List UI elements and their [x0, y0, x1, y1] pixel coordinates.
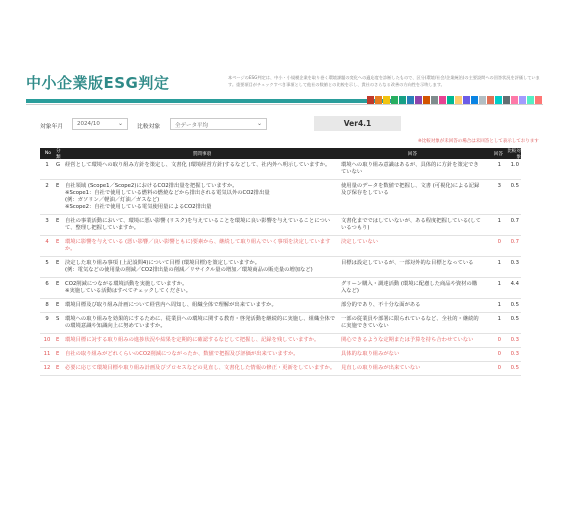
row-compare: 0.5	[510, 302, 519, 308]
row-question: 環境への取り組みを効果的にするために、従業員への環境に関する教育・啓発活動を継続的に実施し、組織全体での環境意識や知識向上に努めていますか。	[65, 316, 336, 329]
table-row	[40, 313, 521, 334]
row-compare: 4.4	[510, 281, 519, 287]
row-score: 1	[497, 260, 501, 266]
header-question: 質問事項	[192, 151, 212, 157]
chevron-down-icon: ⌄	[256, 120, 262, 127]
row-category: E	[56, 260, 60, 266]
row-category: S	[56, 316, 60, 322]
table-header	[40, 148, 521, 159]
row-answer: 見直しの取り組みが出来ていない	[341, 365, 421, 371]
row-answer: 使用量のデータを数値で把握し、文書 (可視化)による記録及び保存をしている	[341, 183, 480, 196]
table-row	[40, 362, 521, 376]
row-compare: 0.7	[510, 218, 519, 224]
table-body	[40, 159, 521, 376]
row-answer: 具体的な取り組みがない	[341, 351, 400, 357]
row-score: 0	[497, 351, 501, 357]
row-score: 1	[497, 162, 501, 168]
table-row	[40, 299, 521, 313]
table-row	[40, 236, 521, 257]
table-row	[40, 180, 521, 215]
row-category: E	[56, 351, 60, 357]
row-question: 自社領域 (Scope1／Scope2)におけるCO2排出量を把握していますか。 ※Scope1：自社で使用している燃料の燃焼などから排出される電気以外のCO2排出量 (例：ガソリン／軽油／灯油／ガスなど) ※Scope2：自社で使用している電気使用量によるCO2排出量	[65, 183, 270, 210]
year-filter-label: 対象年月	[40, 124, 64, 130]
row-question: 環境目標及び取り組み計画について経営内へ周知し、組織全体で理解が出来ていますか。	[65, 302, 277, 308]
row-number: 12	[43, 365, 51, 371]
row-answer: 環境への取り組み意識はあるが、具体的に方針を策定できていない	[341, 162, 479, 175]
row-number: 5	[45, 260, 49, 266]
header-category: 分類	[56, 148, 61, 160]
row-question: CO2削減につながる環境活動を実施していますか。 ※実施している活動はすべてチェックしてください。	[65, 281, 192, 294]
year-filter-value: 2024/10	[77, 121, 100, 127]
row-number: 11	[43, 351, 51, 357]
row-score: 0	[497, 337, 501, 343]
row-compare: 0.3	[510, 337, 519, 343]
row-answer: 目標は設定しているが、一部対外的な目標となっている	[341, 260, 474, 266]
row-number: 2	[45, 183, 49, 189]
compare-filter-select[interactable]	[170, 118, 267, 130]
row-question: 必要に応じて環境目標や取り組み計画及びプロセスなどの見直し、文書化した情報の修正・更新をしていますか。	[65, 365, 336, 371]
table-row	[40, 278, 521, 299]
row-compare: 0.5	[510, 365, 519, 371]
header-divider	[26, 104, 543, 105]
header-compare: 比較対象	[507, 148, 521, 160]
row-answer: 文書化までではしていないが、ある程度把握している(しているつもり)	[341, 218, 481, 231]
row-score: 0	[497, 365, 501, 371]
row-question: 環境に影響を与えている (悪い影響／良い影響ともに)要素から、継続して取り組んでいく事項を決定していますか。	[65, 239, 331, 252]
year-filter-select[interactable]	[72, 118, 128, 130]
row-category: E	[56, 365, 60, 371]
row-category: E	[56, 239, 60, 245]
row-score: 1	[497, 316, 501, 322]
row-compare: 1.0	[510, 162, 519, 168]
row-compare: 0.3	[510, 351, 519, 357]
row-category: E	[56, 302, 60, 308]
row-number: 3	[45, 218, 49, 224]
row-score: 1	[497, 281, 501, 287]
row-answer: 決定していない	[341, 239, 379, 245]
row-question: 自社の取り組みがどれくらいのCO2削減につながったか、数値で把握及び評価が出来ていますか。	[65, 351, 299, 357]
table-row	[40, 334, 521, 348]
table-row	[40, 159, 521, 180]
row-answer: 関心できるような定期または予算を持ち合わせていない	[341, 337, 474, 343]
compare-filter-value: 全データ平均	[175, 123, 209, 129]
row-answer: グリーン購入・調達活動 (環境に配慮した商品や資材の購入など)	[341, 281, 478, 294]
row-score: 1	[497, 302, 501, 308]
version-button[interactable]: Ver4.1	[314, 116, 401, 131]
row-question: 環境目標に対する取り組みの進捗状況や結果を定期的に確認するなどして把握し、記録を残していますか。	[65, 337, 320, 343]
row-number: 6	[45, 281, 49, 287]
header-score: 回答	[493, 151, 503, 157]
table-row	[40, 215, 521, 236]
title-underline	[26, 99, 392, 103]
row-category: E	[56, 337, 60, 343]
row-score: 1	[497, 218, 501, 224]
esg-table	[40, 148, 521, 376]
row-score: 0	[497, 239, 501, 245]
row-number: 1	[45, 162, 49, 168]
compare-note: ※比較対象が未回答の場合は未回答として表示しております	[418, 139, 539, 144]
row-category: E	[56, 218, 60, 224]
row-question: 決定した取り組み事項 (上記設問4)について目標 (環境目標)を策定していますか。 (例：電気などの使用量の削減／CO2排出量の削減／リサイクル量の増加／環境商品の販売量の増加など)	[65, 260, 313, 273]
header-answer: 回答	[407, 151, 418, 157]
row-compare: 0.7	[510, 239, 519, 245]
row-answer: 部分的であり、不十分な面がある	[341, 302, 421, 308]
row-category: E	[56, 183, 60, 189]
row-score: 3	[497, 183, 501, 189]
chevron-down-icon: ⌄	[117, 120, 123, 127]
page-description: 本ページのESG判定は、中小・小規模企業を取り巻く環境課題の変化への適応度を診断したもので、区分(環境/社会/企業統治)の主要設問への回答状況を評価しています。重要項目がチェックすべき事項として他社の数値との比較を示し、貴社のさらなる改善の方向性を示唆します。	[228, 75, 540, 87]
compare-filter-label: 比較対象	[137, 124, 161, 130]
row-question: 自社の事業活動において、環境に悪い影響 (リスク)を与えていることを環境に良い影響を与えていることについて、整理し把握していますか。	[65, 218, 331, 231]
page-title: 中小企業版ESG判定	[26, 74, 170, 92]
row-compare: 0.3	[510, 260, 519, 266]
row-category: G	[56, 162, 61, 168]
row-question: 経営として環境への取り組み方針を策定し、文書化 (環境経営方針)するなどして、社内外へ明示していますか。	[65, 162, 331, 168]
row-compare: 0.5	[510, 316, 519, 322]
row-number: 8	[45, 302, 49, 308]
row-number: 4	[45, 239, 49, 245]
table-row	[40, 257, 521, 278]
row-number: 9	[45, 316, 49, 322]
header-no: No	[44, 151, 52, 156]
table-row	[40, 348, 521, 362]
row-compare: 0.5	[510, 183, 519, 189]
row-category: E	[56, 281, 60, 287]
row-number: 10	[43, 337, 51, 343]
row-answer: 一部の従業員や部署に限られているなど、全社的・継続的に実施できていない	[341, 316, 479, 329]
